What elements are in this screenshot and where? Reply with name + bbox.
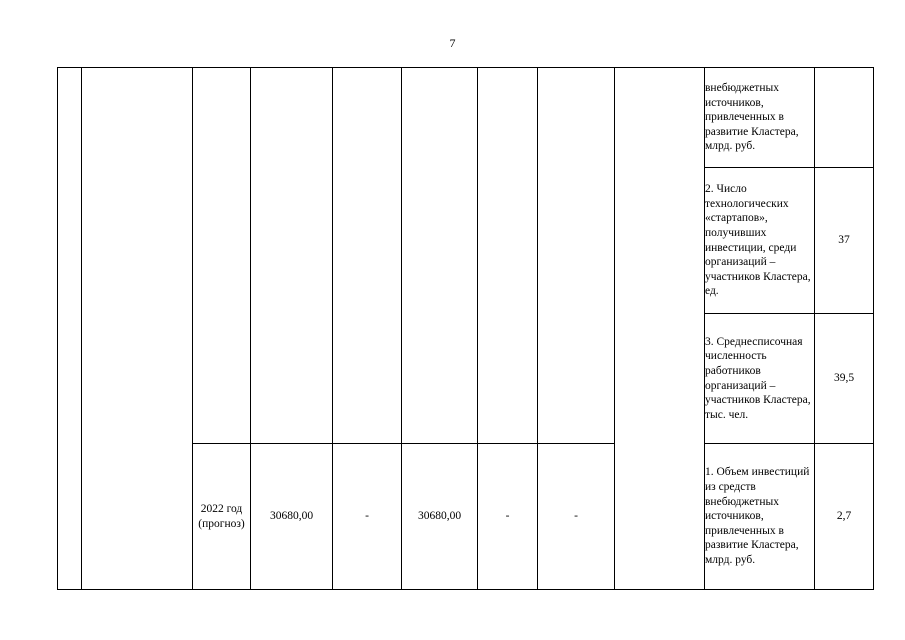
- year-cell: 2022 год (прогноз): [193, 444, 251, 590]
- value-cell: 37: [815, 168, 874, 314]
- indicator-cell: внебюджетных источников, привлеченных в развитие Кластера, млрд. руб.: [705, 68, 815, 168]
- indicator-cell: 1. Объем инвестиций из средств внебюджетных источников, привлеченных в развитие Кластера, млрд. руб.: [705, 444, 815, 590]
- federal-cell: -: [333, 444, 402, 590]
- value-cell: 2,7: [815, 444, 874, 590]
- regional-cell: [402, 68, 478, 444]
- indicator-cell: 3. Среднесписочная численность работников организаций – участников Кластера, тыс. чел.: [705, 314, 815, 444]
- local-cell: [478, 68, 538, 444]
- table-row: [58, 68, 874, 168]
- number-cell: [58, 68, 82, 590]
- total-cell: 30680,00: [251, 444, 333, 590]
- total-cell: [251, 68, 333, 444]
- local-cell: -: [478, 444, 538, 590]
- federal-cell: [333, 68, 402, 444]
- name-cell: [82, 68, 193, 590]
- extra-cell: -: [538, 444, 615, 590]
- value-cell: 39,5: [815, 314, 874, 444]
- value-cell: [815, 68, 874, 168]
- indicator-cell: 2. Число технологических «стартапов», получивших инвестиции, среди организаций – участников Кластера, ед.: [705, 168, 815, 314]
- page-number: 7: [449, 36, 456, 50]
- year-cell: [193, 68, 251, 444]
- program-table: [57, 67, 874, 590]
- regional-cell: 30680,00: [402, 444, 478, 590]
- result-cell: [615, 68, 705, 590]
- extra-cell: [538, 68, 615, 444]
